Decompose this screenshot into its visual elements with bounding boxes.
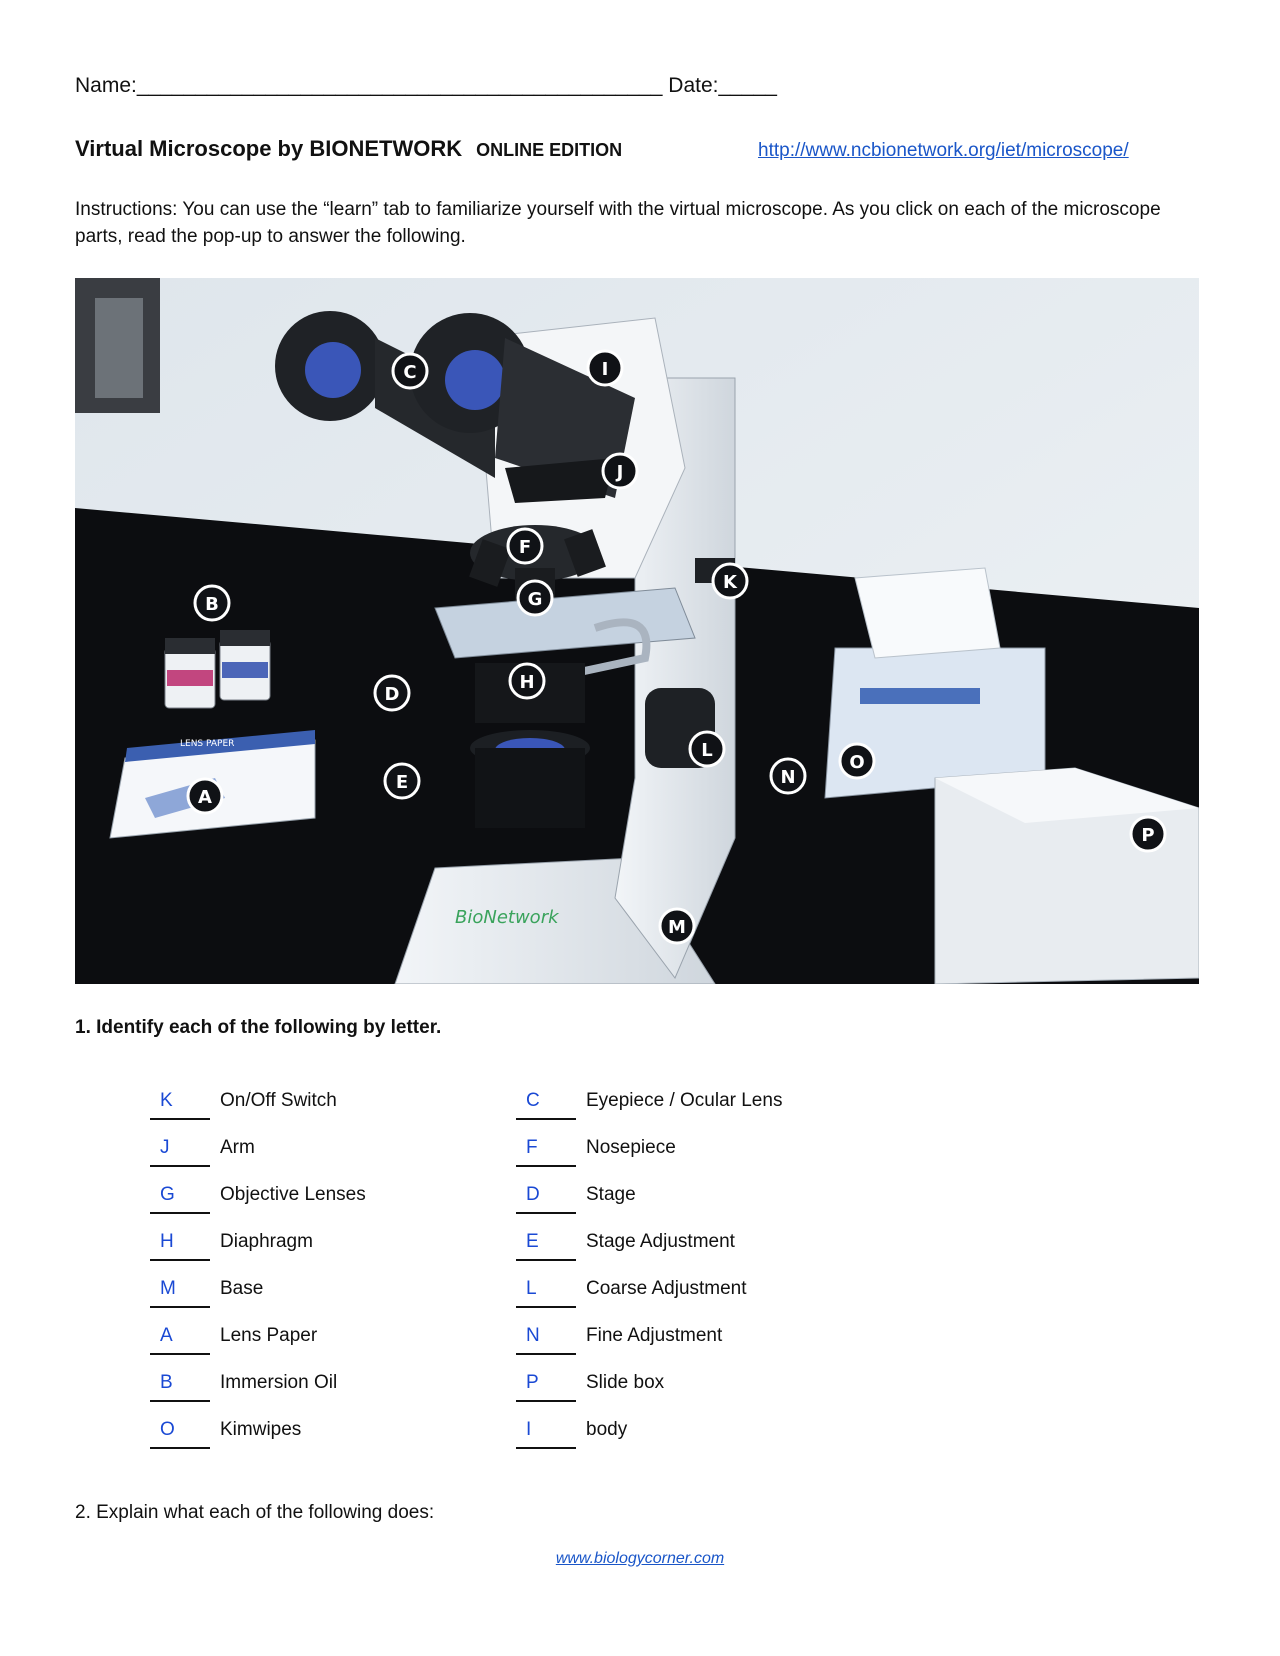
marker-C[interactable]: [393, 354, 427, 388]
microscope-illustration: [75, 278, 1199, 984]
marker-A[interactable]: [188, 779, 222, 813]
answer-letter[interactable]: A: [150, 1325, 210, 1355]
svg-text:H: H: [519, 672, 535, 693]
base-logo: BioNetwork: [455, 907, 559, 928]
svg-text:M: M: [668, 917, 686, 938]
microscope-url-link[interactable]: http://www.ncbionetwork.org/iet/microscope/: [758, 140, 1129, 161]
svg-text:J: J: [616, 462, 624, 483]
svg-text:L: L: [701, 740, 713, 761]
part-term: Arm: [220, 1137, 255, 1158]
marker-N[interactable]: [771, 759, 805, 793]
svg-text:B: B: [205, 594, 219, 615]
part-term: body: [586, 1419, 628, 1440]
marker-F[interactable]: [508, 529, 542, 563]
svg-text:O: O: [849, 752, 865, 773]
answer-letter[interactable]: C: [516, 1090, 576, 1120]
part-term: Eyepiece / Ocular Lens: [586, 1090, 783, 1111]
answer-letter[interactable]: M: [150, 1278, 210, 1308]
answer-letter[interactable]: O: [150, 1419, 210, 1449]
name-date-line: [75, 74, 777, 98]
answer-letter[interactable]: G: [150, 1184, 210, 1214]
footer-link[interactable]: www.biologycorner.com: [555, 1550, 725, 1567]
answer-letter[interactable]: F: [516, 1137, 576, 1167]
part-term: Stage: [586, 1184, 636, 1205]
part-term: Fine Adjustment: [586, 1325, 723, 1346]
svg-text:F: F: [518, 537, 532, 558]
answer-letter[interactable]: B: [150, 1372, 210, 1402]
marker-J[interactable]: [603, 454, 637, 488]
answer-letter[interactable]: L: [516, 1278, 576, 1308]
part-term: Stage Adjustment: [586, 1231, 735, 1252]
marker-L[interactable]: [690, 732, 724, 766]
part-term: Coarse Adjustment: [586, 1278, 747, 1299]
title-edition: ONLINE EDITION: [476, 140, 623, 160]
date-label: Date:: [668, 74, 719, 97]
part-term: Base: [220, 1278, 264, 1299]
question-1-title: 1. Identify each of the following by letter.: [75, 1017, 442, 1038]
date-blank[interactable]: _____: [718, 74, 777, 97]
marker-I[interactable]: [588, 351, 622, 385]
answer-letter[interactable]: D: [516, 1184, 576, 1214]
part-term: Immersion Oil: [220, 1372, 338, 1393]
svg-text:K: K: [723, 572, 737, 593]
marker-O[interactable]: [840, 744, 874, 778]
slide-box: [935, 768, 1199, 984]
marker-G[interactable]: [518, 581, 552, 615]
part-term: On/Off Switch: [220, 1090, 337, 1111]
svg-text:G: G: [527, 589, 543, 610]
name-blank[interactable]: _____________________________________________: [136, 74, 663, 97]
answer-letter[interactable]: E: [516, 1231, 576, 1261]
answer-letter[interactable]: K: [150, 1090, 210, 1120]
marker-B[interactable]: [195, 586, 229, 620]
svg-text:I: I: [601, 359, 609, 380]
part-term: Objective Lenses: [220, 1184, 366, 1205]
marker-H[interactable]: [510, 664, 544, 698]
marker-K[interactable]: [713, 564, 747, 598]
microscope-figure: [75, 278, 1199, 984]
part-term: Slide box: [586, 1372, 665, 1393]
svg-text:E: E: [395, 772, 409, 793]
title-main: Virtual Microscope by BIONETWORK: [75, 136, 463, 161]
svg-text:A: A: [198, 787, 212, 808]
svg-text:N: N: [780, 767, 796, 788]
marker-E[interactable]: [385, 764, 419, 798]
answer-letter[interactable]: H: [150, 1231, 210, 1261]
marker-P[interactable]: [1131, 817, 1165, 851]
instructions-text: Instructions: You can use the “learn” tab to familiarize yourself with the virtual microscope. As you click on each of the microscope parts, read the pop-up to answer the following.: [75, 199, 1161, 247]
answer-letter[interactable]: P: [516, 1372, 576, 1402]
svg-text:D: D: [384, 684, 400, 705]
part-term: Nosepiece: [586, 1137, 676, 1158]
marker-M[interactable]: [660, 909, 694, 943]
part-term: Lens Paper: [220, 1325, 318, 1346]
part-term: Kimwipes: [220, 1419, 302, 1440]
answer-letter[interactable]: N: [516, 1325, 576, 1355]
worksheet-title: [75, 136, 622, 162]
marker-D[interactable]: [375, 676, 409, 710]
name-label: Name:: [75, 74, 137, 97]
svg-text:P: P: [1141, 825, 1155, 846]
answer-letter[interactable]: J: [150, 1137, 210, 1167]
question-2-title: 2. Explain what each of the following does:: [75, 1502, 435, 1523]
lens-paper-label: LENS PAPER: [180, 739, 235, 749]
answer-letter[interactable]: I: [516, 1419, 576, 1449]
part-term: Diaphragm: [220, 1231, 313, 1252]
svg-text:C: C: [403, 362, 417, 383]
